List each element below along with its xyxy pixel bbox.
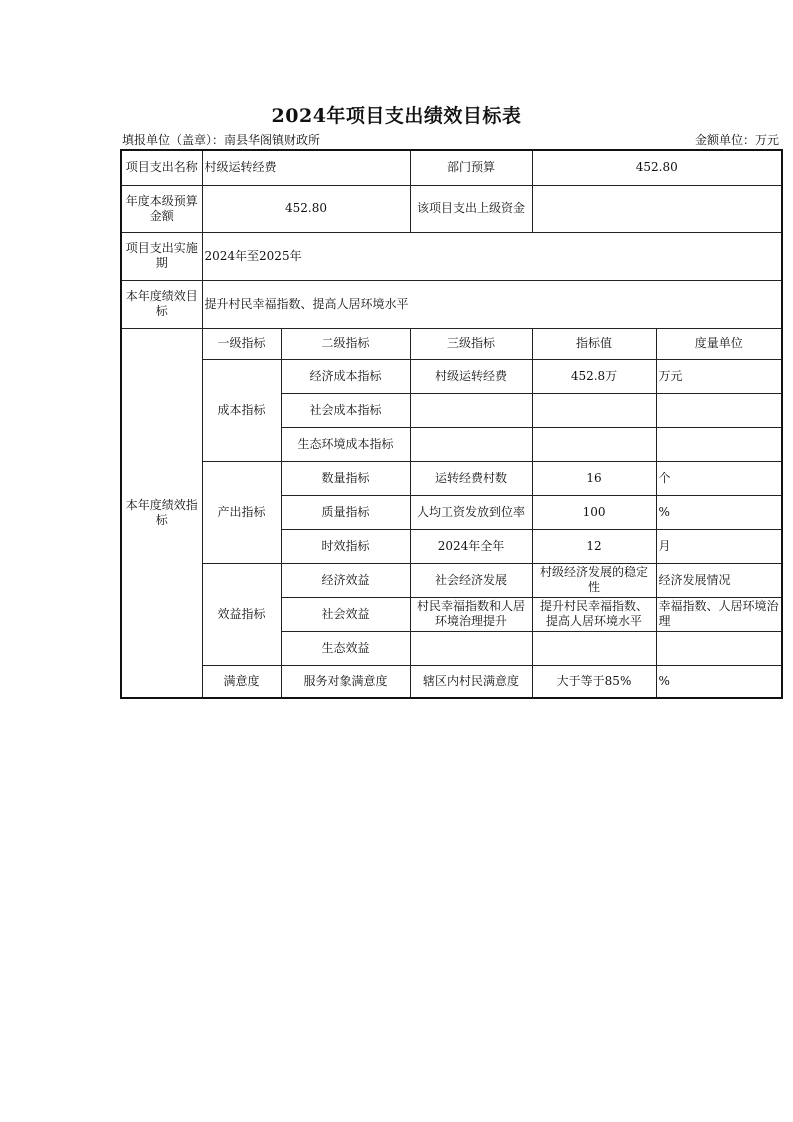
level3-cell: 2024年全年	[410, 529, 532, 563]
performance-table	[120, 149, 783, 699]
level3-cell	[410, 427, 532, 461]
header-level1: 一级指标	[202, 328, 281, 359]
upper-funds-label: 该项目支出上级资金	[410, 185, 532, 232]
header-level2: 二级指标	[281, 328, 410, 359]
table-row	[121, 461, 782, 495]
project-name-label: 项目支出名称	[121, 150, 202, 185]
dept-budget-value: 452.80	[532, 150, 782, 185]
table-row	[121, 359, 782, 393]
level2-cell: 生态效益	[281, 631, 410, 665]
amount-unit: 金额单位：万元	[694, 133, 779, 147]
level3-cell: 社会经济发展	[410, 563, 532, 597]
level2-cell: 社会效益	[281, 597, 410, 631]
header-value: 指标值	[532, 328, 656, 359]
unit-cell	[656, 393, 782, 427]
unit-cell: 幸福指数、人居环境治理	[656, 597, 782, 631]
period-value: 2024年至2025年	[202, 232, 782, 280]
level3-cell: 运转经费村数	[410, 461, 532, 495]
unit-cell: %	[656, 495, 782, 529]
project-name-value: 村级运转经费	[202, 150, 410, 185]
table-row	[121, 150, 782, 185]
unit-cell: %	[656, 665, 782, 698]
value-cell: 村级经济发展的稳定性	[532, 563, 656, 597]
value-cell: 16	[532, 461, 656, 495]
fill-unit: 填报单位（盖章）：南县华阁镇财政所	[122, 133, 321, 147]
value-cell	[532, 393, 656, 427]
period-label: 项目支出实施期	[121, 232, 202, 280]
level2-cell: 经济成本指标	[281, 359, 410, 393]
level3-cell: 辖区内村民满意度	[410, 665, 532, 698]
value-cell: 452.8万	[532, 359, 656, 393]
level3-cell	[410, 393, 532, 427]
table-row	[121, 185, 782, 232]
value-cell: 12	[532, 529, 656, 563]
value-cell	[532, 631, 656, 665]
table-row	[121, 665, 782, 698]
goal-label: 本年度绩效目标	[121, 280, 202, 328]
table-row	[121, 563, 782, 597]
level2-cell: 质量指标	[281, 495, 410, 529]
upper-funds-value	[532, 185, 782, 232]
table-row	[121, 328, 782, 359]
header-unit: 度量单位	[656, 328, 782, 359]
value-cell	[532, 427, 656, 461]
level2-cell: 生态环境成本指标	[281, 427, 410, 461]
level2-cell: 服务对象满意度	[281, 665, 410, 698]
level3-cell: 人均工资发放到位率	[410, 495, 532, 529]
level2-cell: 社会成本指标	[281, 393, 410, 427]
annual-budget-label: 年度本级预算金额	[121, 185, 202, 232]
level3-cell: 村民幸福指数和人居环境治理提升	[410, 597, 532, 631]
group-benefit: 效益指标	[202, 563, 281, 665]
indicators-label: 本年度绩效指标	[121, 328, 202, 698]
level3-cell	[410, 631, 532, 665]
unit-cell: 经济发展情况	[656, 563, 782, 597]
unit-cell	[656, 631, 782, 665]
group-output: 产出指标	[202, 461, 281, 563]
level2-cell: 数量指标	[281, 461, 410, 495]
annual-budget-value: 452.80	[202, 185, 410, 232]
level2-cell: 时效指标	[281, 529, 410, 563]
group-satisfaction: 满意度	[202, 665, 281, 698]
goal-value: 提升村民幸福指数、提高人居环境水平	[202, 280, 782, 328]
value-cell: 提升村民幸福指数、提高人居环境水平	[532, 597, 656, 631]
table-row	[121, 232, 782, 280]
unit-cell: 个	[656, 461, 782, 495]
value-cell: 大于等于85%	[532, 665, 656, 698]
table-row	[121, 280, 782, 328]
value-cell: 100	[532, 495, 656, 529]
header-level3: 三级指标	[410, 328, 532, 359]
page-title: 2024年项目支出绩效目标表	[271, 105, 522, 127]
unit-cell: 月	[656, 529, 782, 563]
dept-budget-label: 部门预算	[410, 150, 532, 185]
level3-cell: 村级运转经费	[410, 359, 532, 393]
group-cost: 成本指标	[202, 359, 281, 461]
unit-cell: 万元	[656, 359, 782, 393]
unit-cell	[656, 427, 782, 461]
level2-cell: 经济效益	[281, 563, 410, 597]
